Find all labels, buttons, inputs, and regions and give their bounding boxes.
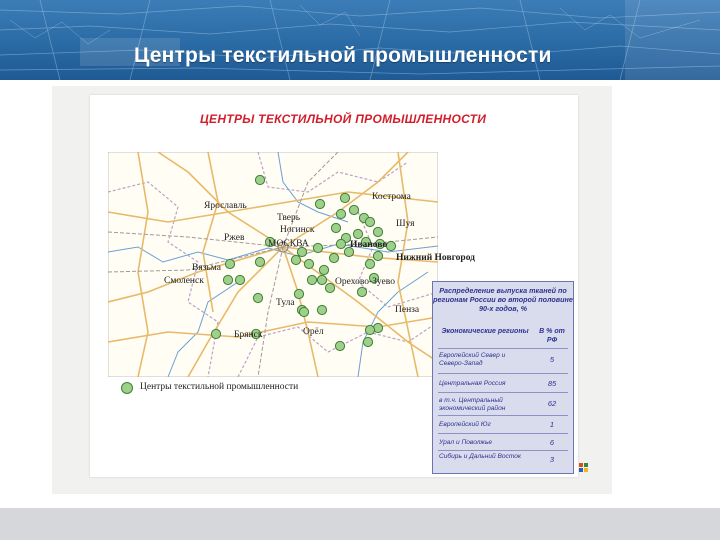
textile-center-marker: [225, 259, 234, 268]
header-map-texture: [0, 0, 720, 80]
textile-center-marker: [291, 255, 300, 264]
panel-title: Распределение выпуска тканей по регионам России во второй половине 90-х годов, %: [433, 286, 573, 313]
city-label-kostroma: Кострома: [372, 192, 411, 202]
map-canvas: [108, 152, 438, 377]
panel-row-value: 1: [549, 420, 555, 429]
textile-center-marker: [211, 329, 220, 338]
textile-center-marker: [349, 205, 358, 214]
textile-center-marker: [313, 243, 322, 252]
textile-center-marker: [365, 259, 374, 268]
textile-center-marker: [329, 253, 338, 262]
distribution-panel: [432, 281, 574, 474]
textile-center-marker: [294, 289, 303, 298]
city-label-rzhev: Ржев: [224, 233, 245, 243]
textile-center-marker: [365, 217, 374, 226]
map-background: [108, 152, 438, 377]
textile-center-marker: [319, 265, 328, 274]
panel-row-value: 5: [549, 355, 555, 364]
textile-center-marker: [373, 251, 382, 260]
textile-center-marker: [255, 175, 264, 184]
panel-col-region: Экономические регионы: [441, 328, 529, 335]
panel-row-region: Урал и Поволжье: [439, 439, 493, 446]
panel-row-value: 6: [549, 438, 555, 447]
slide-footer: [0, 508, 720, 540]
textile-center-marker: [223, 275, 232, 284]
city-label-ivanovo: Иваново: [350, 240, 388, 250]
textile-center-marker: [336, 209, 345, 218]
textile-center-marker: [253, 293, 262, 302]
legend-center-icon: [121, 382, 133, 394]
textile-center-marker: [365, 325, 374, 334]
textile-center-marker: [235, 275, 244, 284]
textile-center-marker: [373, 227, 382, 236]
map-credit-side: [91, 100, 99, 440]
city-label-yaroslavl: Ярославль: [204, 201, 247, 211]
textile-center-marker: [304, 259, 313, 268]
city-label-vyazma: Вязьма: [192, 263, 221, 273]
textile-center-marker: [331, 223, 340, 232]
slide-header: [0, 0, 720, 80]
city-label-bryansk: Брянск: [234, 330, 263, 340]
slide-title: Центры текстильной промышленности: [134, 44, 552, 67]
city-label-noginsk: Ногинск: [280, 225, 315, 235]
city-label-penza: Пенза: [395, 305, 420, 315]
panel-row-region: Центральная Россия: [439, 380, 506, 387]
city-label-tula: Тула: [276, 298, 295, 308]
textile-center-marker: [340, 193, 349, 202]
map-title: ЦЕНТРЫ ТЕКСТИЛЬНОЙ ПРОМЫШЛЕННОСТИ: [200, 112, 487, 126]
panel-col-value: В % от РФ: [539, 328, 565, 344]
textile-center-marker: [335, 341, 344, 350]
panel-row-value: 62: [547, 399, 557, 408]
city-label-orel: Орёл: [303, 327, 324, 337]
textile-center-marker: [317, 305, 326, 314]
legend-label: Центры текстильной промышленности: [140, 382, 299, 392]
textile-center-marker: [307, 275, 316, 284]
textile-center-marker: [336, 239, 345, 248]
textile-center-marker: [353, 229, 362, 238]
panel-row-region: Сибирь и Дальний Восток: [439, 453, 522, 460]
panel-row-region: Европейский Юг: [439, 421, 491, 428]
textile-center-marker: [255, 257, 264, 266]
panel-row-value: 3: [549, 455, 555, 464]
textile-center-marker: [315, 199, 324, 208]
city-label-orekhovo-zuevo: Орехово-Зуево: [335, 277, 395, 287]
panel-row-region: в т.ч. Центральный экономический район: [439, 397, 506, 412]
city-label-tver: Тверь: [277, 213, 301, 223]
panel-row-value: 85: [547, 379, 557, 388]
textile-center-marker: [363, 337, 372, 346]
textile-center-marker: [325, 283, 334, 292]
textile-center-marker: [386, 241, 395, 250]
city-label-moskva: МОСКВА: [268, 239, 309, 249]
corner-mark-icon: [579, 463, 588, 472]
textile-center-marker: [317, 275, 326, 284]
city-label-smolensk: Смоленск: [164, 276, 204, 286]
city-label-shuya: Шуя: [396, 219, 415, 229]
textile-center-marker: [299, 307, 308, 316]
map-credit-right: [580, 370, 589, 450]
textile-center-marker: [357, 287, 366, 296]
panel-row-region: Европейский Север и Северо-Запад: [439, 352, 506, 367]
city-label-nizhny-novgorod: Нижний Новгород: [396, 253, 475, 263]
